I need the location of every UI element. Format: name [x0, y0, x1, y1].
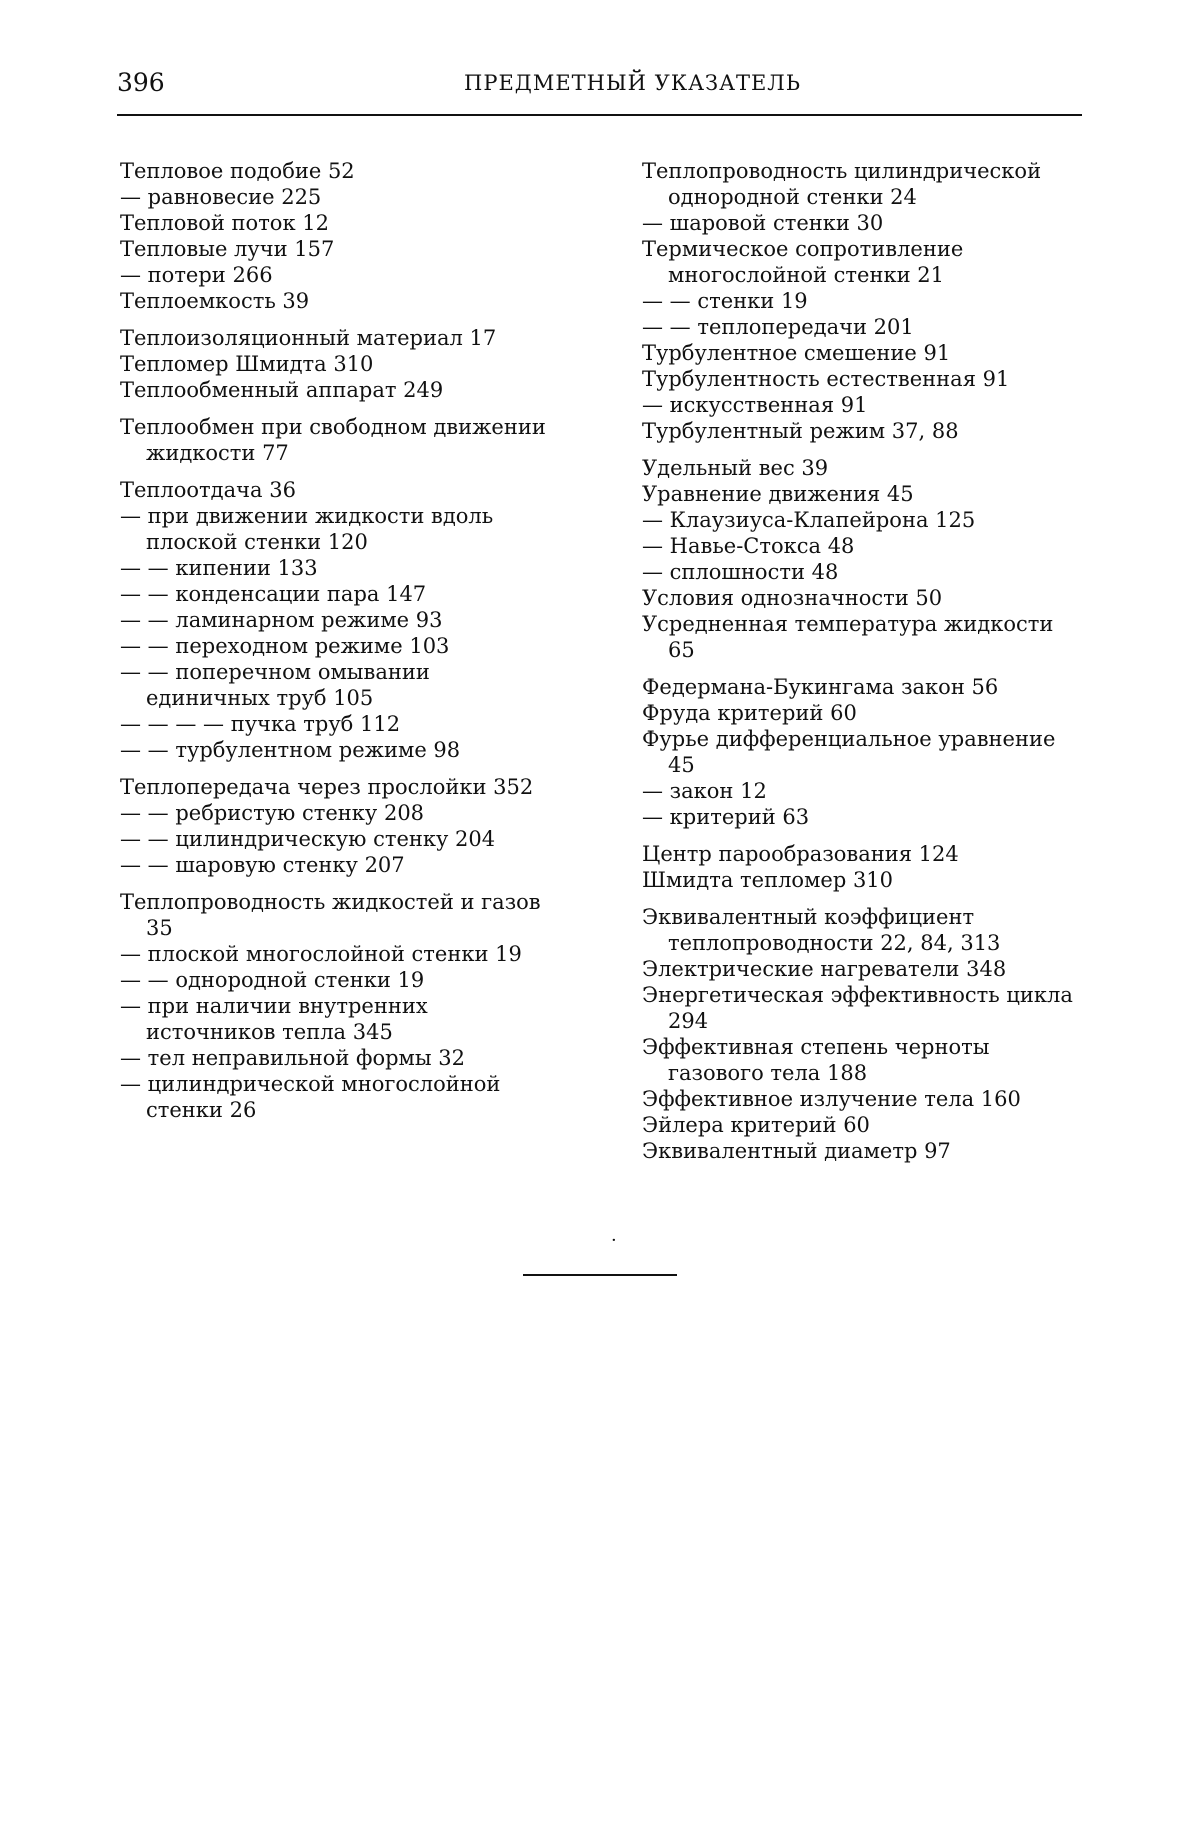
page-number: 396	[117, 68, 165, 97]
index-entry: — тел неправильной формы 32	[120, 1046, 465, 1070]
index-entry: Тепловое подобие 52	[120, 159, 355, 183]
index-entry: — — ламинарном режиме 93	[120, 608, 443, 632]
index-entry: — — шаровую стенку 207	[120, 853, 405, 877]
index-entry: — критерий 63	[642, 805, 810, 829]
index-entry: Теплопроводность жидкостей и газов 35	[120, 890, 541, 940]
index-entry: Турбулентное смешение 91	[642, 341, 951, 365]
index-entry: Тепловой поток 12	[120, 211, 329, 235]
index-entry: — шаровой стенки 30	[642, 211, 884, 235]
index-entry: Усредненная температура жидкости 65	[642, 612, 1054, 662]
index-entry: — Навье-Стокса 48	[642, 534, 855, 558]
index-entry: Шмидта тепломер 310	[642, 868, 894, 892]
index-entry: Эйлера критерий 60	[642, 1113, 870, 1137]
end-rule	[523, 1274, 677, 1276]
index-entry: — равновесие 225	[120, 185, 322, 209]
index-entry: — — турбулентном режиме 98	[120, 738, 461, 762]
index-entry: Удельный вес 39	[642, 456, 829, 480]
index-entry: Тепловые лучи 157	[120, 237, 335, 261]
index-entry: — — теплопередачи 201	[642, 315, 914, 339]
index-entry: Эффективное излучение тела 160	[642, 1087, 1021, 1111]
index-entry: Теплоотдача 36	[120, 478, 296, 502]
index-entry: Федермана-Букингама закон 56	[642, 675, 999, 699]
index-entry: Турбулентный режим 37, 88	[642, 419, 959, 443]
index-entry: — — кипении 133	[120, 556, 318, 580]
index-entry: — Клаузиуса-Клапейрона 125	[642, 508, 976, 532]
index-entry: Фруда критерий 60	[642, 701, 857, 725]
index-entry: — плоской многослойной стенки 19	[120, 942, 522, 966]
header-rule	[117, 114, 1082, 116]
index-entry: Теплоизоляционный материал 17	[120, 326, 497, 350]
index-entry: Электрические нагреватели 348	[642, 957, 1007, 981]
index-entry: Эквивалентный диаметр 97	[642, 1139, 951, 1163]
index-entry: Эффективная степень черноты газового тела 188	[642, 1035, 990, 1085]
index-entry: Теплообмен при свободном движении жидкости 77	[120, 415, 546, 465]
index-entry: — потери 266	[120, 263, 273, 287]
index-entry: Теплообменный аппарат 249	[120, 378, 444, 402]
index-entry: — — ребристую стенку 208	[120, 801, 425, 825]
index-entry: Условия однозначности 50	[642, 586, 943, 610]
index-entry: Теплопроводность цилиндрической однородной стенки 24	[642, 159, 1042, 209]
index-entry: Теплоемкость 39	[120, 289, 310, 313]
index-entry: — сплошности 48	[642, 560, 839, 584]
index-entry: Уравнение движения 45	[642, 482, 914, 506]
index-entry: Тепломер Шмидта 310	[120, 352, 374, 376]
index-entry: Энергетическая эффективность цикла 294	[642, 983, 1073, 1033]
index-entry: Фурье дифференциальное уравнение 45	[642, 727, 1056, 777]
index-entry: — — стенки 19	[642, 289, 808, 313]
index-entry: — при наличии внутренних источников тепла 345	[120, 994, 428, 1044]
index-column-left	[120, 158, 560, 1123]
index-entry: Термическое сопротивление многослойной стенки 21	[642, 237, 964, 287]
index-entry: — — цилиндрическую стенку 204	[120, 827, 496, 851]
stray-mark: ·	[611, 1230, 617, 1251]
index-entry: Эквивалентный коэффициент теплопроводности 22, 84, 313	[642, 905, 1001, 955]
index-entry: — закон 12	[642, 779, 767, 803]
index-entry: Центр парообразования 124	[642, 842, 959, 866]
running-head: ПРЕДМЕТНЫЙ УКАЗАТЕЛЬ	[464, 71, 801, 95]
index-entry: — — переходном режиме 103	[120, 634, 450, 658]
index-entry: — — — — пучка труб 112	[120, 712, 401, 736]
index-entry: — при движении жидкости вдоль плоской стенки 120	[120, 504, 494, 554]
index-entry: — цилиндрической многослойной стенки 26	[120, 1072, 501, 1122]
index-entry: Турбулентность естественная 91	[642, 367, 1010, 391]
index-column-right	[642, 158, 1082, 1164]
index-entry: — искусственная 91	[642, 393, 868, 417]
index-entry: Теплопередача через прослойки 352	[120, 775, 534, 799]
index-entry: — — однородной стенки 19	[120, 968, 425, 992]
index-entry: — — поперечном омывании единичных труб 105	[120, 660, 430, 710]
index-entry: — — конденсации пара 147	[120, 582, 427, 606]
